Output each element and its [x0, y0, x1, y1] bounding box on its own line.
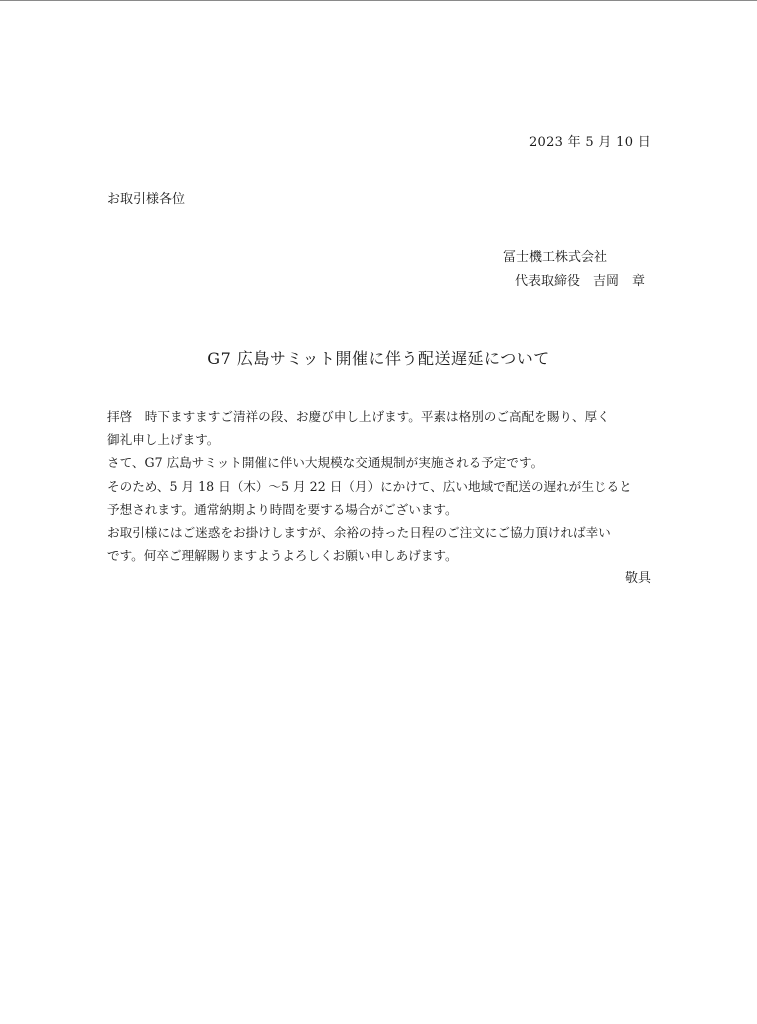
sender-block [503, 246, 645, 294]
closing-phrase: 敬具 [624, 571, 651, 586]
body-line: 御礼申し上げます。 [107, 432, 220, 448]
letter-body [107, 405, 653, 567]
body-line: さて、G7 広島サミット開催に伴い大規模な交通規制が実施される予定です。 [107, 455, 544, 471]
body-line: お取引様にはご迷惑をお掛けしますが、余裕の持った日程のご注文にご協力頂ければ幸い [107, 525, 611, 541]
body-line: そのため、5 月 18 日（木）〜5 月 22 日（月）にかけて、広い地域で配送の遅れが生じると [107, 478, 632, 494]
sender-representative: 代表取締役 吉岡 章 [515, 274, 646, 289]
sender-company: 冨士機工株式会社 [503, 250, 608, 265]
addressee: お取引様各位 [107, 192, 186, 207]
body-line: 拝啓 時下ますますご清祥の段、お慶び申し上げます。平素は格別のご高配を賜り、厚く [107, 409, 610, 424]
letter-date: 2023 年 5 月 10 日 [528, 135, 651, 150]
body-line: です。何卒ご理解賜りますようよろしくお願い申しあげます。 [107, 548, 458, 564]
body-line: 予想されます。通常納期より時間を要する場合がございます。 [107, 501, 458, 517]
letter-title: G7 広島サミット開催に伴う配送遅延について [207, 349, 550, 368]
